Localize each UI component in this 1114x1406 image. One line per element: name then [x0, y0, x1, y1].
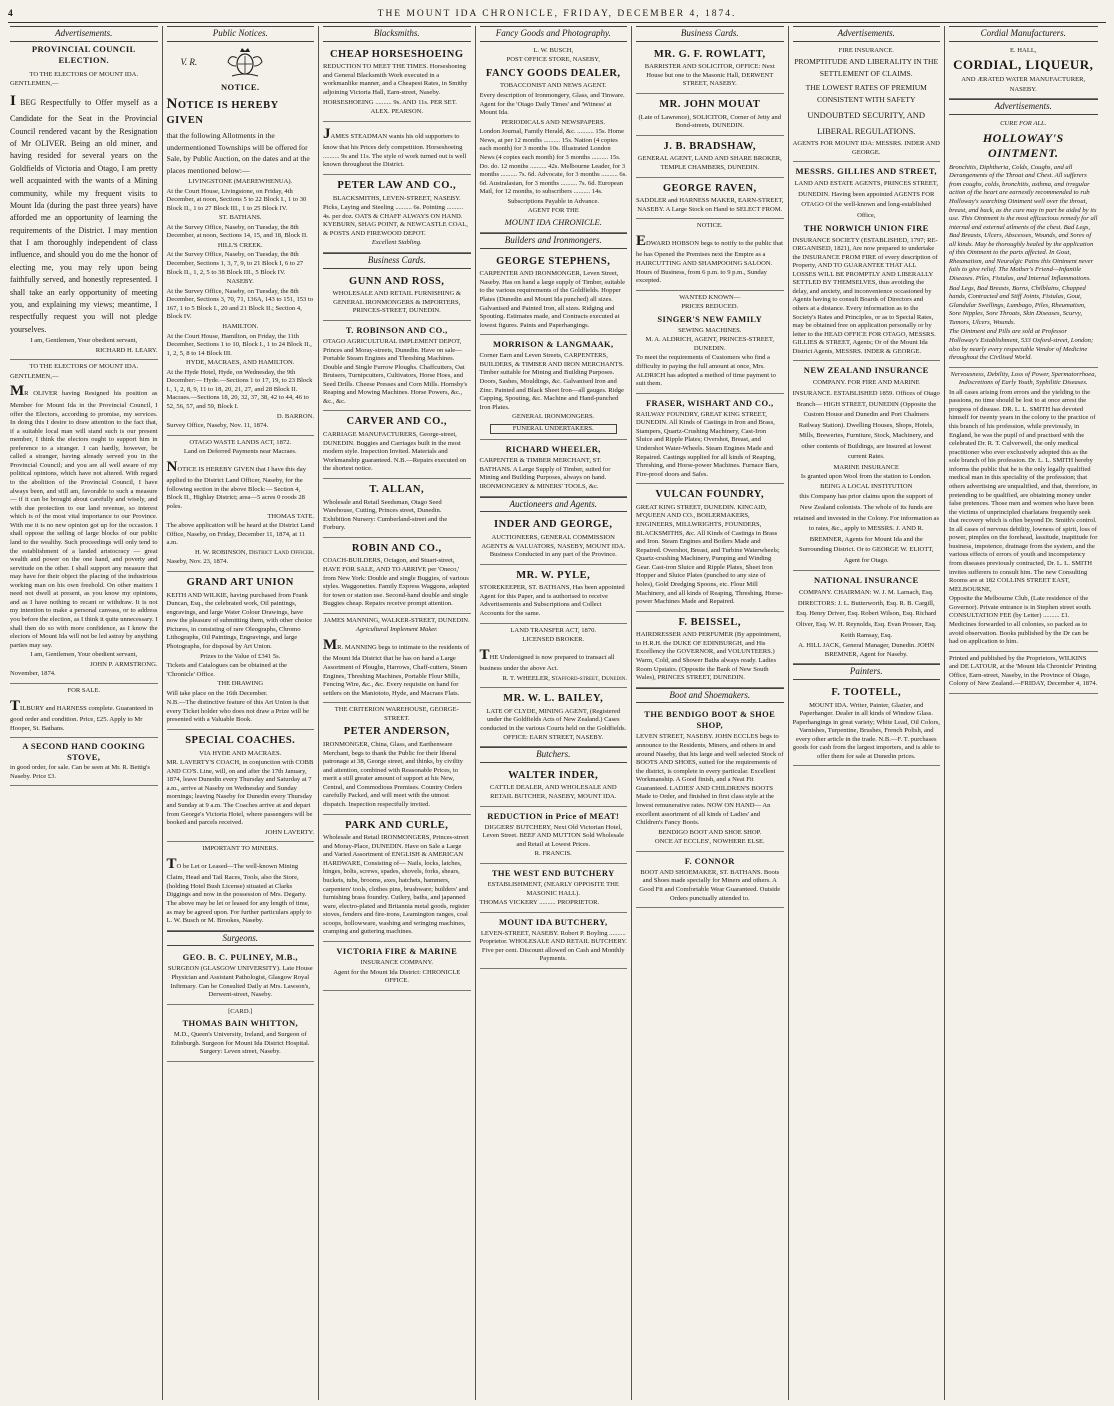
ad-heading: SPECIAL COACHES.: [185, 735, 296, 747]
section-heading: Blacksmiths.: [323, 26, 471, 42]
section-heading: Fancy Goods and Photography.: [480, 26, 628, 42]
place-text: At the Court House, Livingstone, on Friday, 4th December, at noon, Sections 5 to 22 Block I., 1 to 30 Block II., 1 to 27 Block III., 1 to 25 Block IV.: [166, 187, 307, 212]
ad-list: Bad Legs, Bad Breasts, Burns, Chilblains, Chapped hands, Contracted and Stiff Joints, Fistulas, Gout, Glandular Swellings, Lumbago, Piles, Rheumatism, Sore Nipples, Sore Throats, Skin Diseases, Scurvy, Tumors, Ulcers, Wounds.: [949, 284, 1086, 326]
national-insurance-ad: [793, 571, 941, 664]
walter-inder-ad: [480, 765, 628, 807]
raven-ad: [636, 178, 784, 220]
masthead: [8, 6, 1106, 23]
ad-body: LATE OF CLYDE, MINING AGENT, (Registered under the Goldfields Acts of New Zealand.) Cases conducted in the various Courts held on the Goldfields. OFFICE: EARN STREET, NASEBY.: [480, 707, 627, 741]
notice-title: NOTICE.: [221, 81, 260, 92]
place-name: LIVINGSTONE (MAEREWHENUA).: [188, 177, 293, 185]
ad-heading: REDUCTION in Price of MEAT!: [487, 810, 620, 821]
ad-heading: THE CRITERION WAREHOUSE, GEORGE-STREET.: [334, 706, 459, 722]
place-name: ST. BATHANS.: [218, 214, 262, 222]
ad-signature: R. T. WHEELER, Stafford-street, Dunedin.: [502, 674, 627, 682]
bradshaw-ad: [636, 136, 784, 178]
vulcan-foundry-ad: [636, 484, 784, 611]
notice-signature: D. BARRON.: [276, 412, 314, 420]
ad-heading: VICTORIA FIRE & MARINE: [336, 945, 458, 956]
ad-heading: MR. G. F. ROWLATT,: [653, 48, 766, 60]
ad-officer: H. W. ROBINSON, District Land Officer.: [194, 548, 314, 556]
ad-body: UNDOUBTED SECURITY, AND LIBERAL REGULATIONS.: [807, 109, 926, 136]
greeting: GENTLEMEN,—: [10, 80, 59, 88]
section-heading: Painters.: [793, 664, 941, 680]
section-heading: Advertisements.: [793, 26, 941, 42]
agent-heading: AGENT FOR THE: [527, 207, 579, 215]
ad-heading: IMPORTANT TO MINERS.: [202, 845, 279, 853]
address-body: MR OLIVER having Resigned his position as Member for Mount Ida in the Provincial Council, I offer the Electors, according to promise, my services. In doing this I desire to draw attention to the fact that, if a suitable local man will stand such is our present member, I think the electors ought to support him in preference to a stranger. I can hardly, however, be called a stranger, having already served you in the Provincial Council; and you are all well aware of my political opinions, which have not altered. With regard to the abolition of the Provincial Council, I have always been, and still am, favorable to such a measure — if it can be brought about carefully and wisely, and with due protection to our land revenue, so interest which is of the most vital importance to our Province. With me it is no new opinion got up for the occasion. I shall oppose the selling of large blocks of our public land to the wealthy. Such proceedings will only tend to the establishment of a landed aristocracy — great wealth and power on the one hand, and poverty and servitude on the other. I shall support any measure that may have for their object the placing of the industrious working man on his own freehold. On other matters I need not dwell at present, as you know my opinions, and as I have nothing to recant or withdraw. It is not my intention to make a personal canvass, or to address you before the election, as I think it quite unnecessary. I shall then do so with more confidence, as I know the electors of Mount Ida will not be led astray by anything parties may say.: [10, 383, 158, 649]
carver-ad: [323, 411, 471, 478]
ad-signature: THOMAS VICKERY .......... PROPRIETOR.: [479, 899, 600, 907]
place-name: HILL'S CREEK.: [217, 241, 263, 249]
ad-heading: THE WEST END BUTCHERY: [491, 867, 615, 878]
place-text: At the Survey Office, Naseby, on Tuesday, the 8th December, Sections 1, 3, 7, 9, to 21 Block I, 6 to 27 Block II., 1, 2, 5 to 38 Block III., 5 Block IV.: [166, 251, 304, 276]
connor-ad: [636, 852, 784, 908]
ad-body: SADDLER and HARNESS MAKER, EARN-STREET, NASEBY. A Large Stock on Hand to SELECT FROM.: [636, 197, 784, 213]
marine-heading: MARINE INSURANCE: [833, 463, 899, 471]
land-sale-notice: [167, 44, 315, 436]
ad-body: Every description of Ironmongery, Glass, and Tinware. Agent for the 'Otago Daily Times' and 'Witness' at Mount Ida.: [479, 92, 625, 117]
greeting: GENTLEMEN,—: [10, 372, 59, 380]
ad-heading: THE BENDIGO BOOT & SHOE SHOP,: [644, 709, 776, 731]
robinson-ad: [323, 321, 471, 412]
ad-body: HAIRDRESSER AND PERFUMER (By appointment, to H.R.H. the DUKE OF EDINBURGH, and His Excellency the GOVERNOR, and VOLUNTEERS.) Warm, Cold, and Shower Baths always ready. Ladies Room Upstairs. (Opposite the Bank of New South Wales), PRINCES STREET, DUNEDIN.: [636, 631, 781, 682]
ad-heading: LAND TRANSFER ACT, 1870.: [510, 626, 597, 634]
ad-heading: SINGER'S NEW FAMILY: [657, 313, 763, 324]
section-heading: Business Cards.: [636, 26, 784, 42]
ad-tagline: Excellent Stabling.: [371, 239, 422, 247]
place-item: [167, 278, 315, 322]
ad-body: in good order, for sale. Can be seen at Mr. R. Bettig's Naseby. Price £3.: [10, 764, 150, 780]
ad-subheading: VIA HYDE AND MACRAES.: [199, 749, 282, 757]
periodicals-heading: PERIODICALS AND NEWSPAPERS.: [501, 118, 606, 126]
ad-tickets: Tickets and Catalogues can be obtained at the 'Chronicle' Office.: [166, 662, 287, 678]
ad-heading: FRASER, WISHART AND CO.,: [645, 397, 774, 408]
ad-body: MR. LAVERTY'S COACH, in conjunction with COBB AND CO'S. Line, will, on and after the 17th January, 1874, leave Dunedin every Thursday and Saturday at 7 a.m., arrive at Naseby on Wednesday and Sunday mornings; leaving Naseby for Dunedin every Thursday and Sunday at 9 a.m. The Coaches arrive at and depart from George's Victoria Hotel, where passengers will be booked and parcels received.: [166, 759, 314, 827]
ad-agent: M. A. ALDRICH, AGENT, PRINCES-STREET, DUNEDIN.: [645, 336, 775, 352]
nz-insurance-ad: [793, 361, 941, 571]
ad-drawing: THE DRAWING: [217, 680, 264, 688]
holloway-ad: [949, 117, 1098, 368]
ad-body: COACH-BUILDERS, Octagon, and Stuart-street, HAVE FOR SALE, AND TO ARRIVE per 'Oneco,' from New York: Double and single Buggies, of various styles. Waggonettes. Family Express Waggons, adapted for town or station use. Second-hand double and single Buggies cheap. Repairs receive prompt attention.: [323, 557, 470, 608]
horseshoeing-ad: [323, 44, 471, 122]
busch-ad: [480, 44, 628, 233]
ad-heading: NEW ZEALAND INSURANCE: [803, 365, 929, 376]
column-6: [789, 26, 946, 1400]
agent-paper: MOUNT IDA CHRONICLE.: [504, 216, 602, 227]
ad-drawing-text: Will take place on the 16th December.: [166, 689, 268, 697]
steadman-ad: [323, 122, 471, 175]
ad-body: CATTLE DEALER, AND WHOLESALE AND RETAIL BUTCHER, NASEBY, MOUNT IDA.: [489, 784, 617, 801]
pulney-ad: [167, 948, 315, 1004]
notice-given: NOTICE IS HEREBY GIVEN: [166, 95, 279, 127]
ad-heading: FOR SALE.: [67, 686, 101, 694]
ad-heading: GRAND ART UNION: [186, 576, 294, 588]
ad-body: CARPENTER AND IRONMONGER, Leven Street, Naseby. Has on hand a large supply of Timber, suitable to the various requirements of the Goldfields. Hopper Plates (Dunedin and Mount Ida punched) all sizes. Galvanised and Painted Iron, all sizes. Ridging and Spouting. Estimates made, and Contracts executed at lowest figures. Paints and Paperhangings.: [479, 270, 626, 329]
ad-heading: PETER LAW AND CO.,: [337, 179, 457, 191]
section-heading: Cordial Manufacturers.: [949, 26, 1098, 42]
ad-body: JAMES STEADMAN wants his old supporters to know that his Prices defy competition. Horseshoeing .......... 9s and 11s. The style of work turned out is well known throughout the District.: [323, 125, 467, 169]
ad-subheading: Land on Deferred Payments near Macraes.: [183, 448, 297, 456]
ad-body: BARRISTER AND SOLICITOR, OFFICE: Next House but one to the Masonic Hall, DERWENT STREET, NASEBY.: [644, 63, 775, 88]
address-to: TO THE ELECTORS OF MOUNT IDA.: [29, 363, 139, 371]
local-heading: BEING A LOCAL INSTITUTION: [820, 482, 913, 490]
ad-body: STOREKEEPER, ST. BATHANS, Has been appointed Agent for this Paper, and is authorised to receive Advertisements and Subscriptions and Collect Accounts for the same.: [479, 584, 625, 617]
place-item: [167, 242, 315, 277]
ad-heading: FIRE INSURANCE.: [838, 46, 894, 54]
place-name: HYDE, MACRAES, AND HAMILTON.: [186, 359, 295, 367]
ad-body: CARRIAGE MANUFACTURERS, George-street, DUNEDIN. Buggies and Carriages built in the most modern style. Inspection Invited. Materials and Workmanship guaranteed. N.B.—Repairs executed on the shortest notice.: [323, 431, 467, 473]
ad-heading: MORRISON & LANGMAAK,: [492, 339, 614, 350]
ad-body: AUCTIONEERS, GENERAL COMMISSION AGENTS & VALUATORS, NASEBY, MOUNT IDA. Business Conducted in any part of the Province.: [481, 533, 626, 559]
ad-heading: FANCY GOODS DEALER,: [485, 67, 621, 79]
ad-heading: E. HALL,: [1009, 46, 1037, 54]
ad-body: DIGGERS' BUTCHERY, Next Old Victorian Hotel, Leven Street. BEEF AND MUTTON Sold Wholesale and Retail at Lowest Prices.: [482, 823, 624, 848]
ad-heading: NOTICE.: [696, 222, 723, 230]
address-signature: RICHARD H. LEARY.: [95, 346, 158, 354]
waste-lands-notice: [167, 436, 315, 572]
section-heading: Surgeons.: [167, 931, 315, 947]
ad-body: NOTICE IS HEREBY GIVEN that I have this day applied to the District Land Officer, Naseby, for the following section in the above Block:— Section 4, Block II., Highlay District; area—5 acres 0 roods 28 poles.: [166, 458, 307, 510]
periodicals-list: London Journal, Family Herald, &c. .......... 15s. Home News, at per 12 months .......... 15s. Nation (4 copies each month) for 3 months 10s. Illustrated London News (4 copies each month) for 3 months .......... 15s. Do. do. 12 months .......... 42s. Melbourne Leader, for 3 months .......... 7s. 6d. Advocate, for 3 months .......... 6s. 6d. Australasian, for 3 months .......... 7s. 6d. European Mail, for 12 months, to subscribers .......... 14s.: [479, 128, 627, 196]
imprint: [949, 652, 1098, 694]
ad-heading: F. TOOTELL,: [831, 686, 902, 698]
ad-body: GENERAL AGENT, LAND AND SHARE BROKER, TEMPLE CHAMBERS, DUNEDIN.: [637, 155, 782, 171]
column-7: [945, 26, 1102, 1400]
ad-body: SURGEON (GLASGOW UNIVERSITY). Late House Physician and Assistant Pathologist, Glasgow Royal Infirmary. Can be Consulted Daily at Mrs. Lawson's, Derwent-street, Naseby.: [167, 965, 313, 999]
ad-body: INSURANCE SOCIETY (ESTABLISHED, 1797; RE-ORGANISED, 1821), Are now prepared to undertake the INSURANCE FROM FIRE of every description of Property, AND TO GUARANTEE THAT ALL LOSSES WILL BE PROMPTLY AND LIBERALLY SETTLED BY THEMSELVES, thus avoiding the delay, and anxiety, and inconvenience occasioned by Agents having to consult Boards of Directors and others at a distance. Every information as to the Society's Rates and Principles, or as to Special Rates, may be obtained free on application personally or by letter to the HEAD OFFICE FOR OTAGO, MESSRS. GILLIES & STREET, Agents; Or of the Mount Ida District Agents, MESSRS. INDER & GEORGE.: [792, 236, 938, 355]
ad-body: BOOT AND SHOEMAKER, ST. BATHANS. Boots and Shoes made specially for Miners and others. A Good Fit and Comfortable Wear Guaranteed. Outside Orders punctually attended to.: [639, 868, 781, 902]
cooking-stove-ad: [10, 738, 158, 786]
mount-ida-butchery-ad: [480, 913, 628, 969]
ad-subheading: INSURANCE COMPANY.: [360, 958, 434, 966]
ad-heading: ROBIN AND CO.,: [351, 542, 442, 554]
marine-body: Is granted upon Wool from the station to London.: [800, 473, 932, 481]
ad-body: KEITH AND WILKIE, having purchased from Frank Duncan, Esq., the celebrated work, Oil paintings, engravings, and large Water Colour Drawings, have now the pleasure of submitting them, with other choice Pictures, in consisting of rare Oleographs, Chromo Lithographs, Oil Paintings, Engravings, and large Photographs, for disposal by Art Union.: [166, 591, 313, 650]
ad-heading: THOMAS BAIN WHITTON,: [182, 1018, 299, 1029]
ad-heading: PETER ANDERSON,: [343, 726, 450, 738]
beissel-ad: [636, 612, 784, 688]
notice-body: that the following Allotments in the undermentioned Townships will be offered for Sale, by Public Auction, on the dates and at the places mentioned below:—: [166, 130, 310, 176]
ad-body: (Late of Lawrence), SOLICITOR, Corner of Jetty and Bond-streets, DUNEDIN.: [638, 113, 781, 130]
place-item: [167, 323, 315, 358]
section-heading: Butchers.: [480, 747, 628, 763]
ad-body: COMPANY. CHAIRMAN: W. J. M. Larnach, Esq. DIRECTORS: J. L. Butterworth, Esq. R. B. Cargill, Esq. Henry Driver, Esq. Robert Wilson, Esq. Richard Oliver, Esq. W. H. Reynolds, Esq. Evan Prosser, Esq. Keith Ramsay, Esq.: [796, 589, 937, 639]
address-close: I am, Gentlemen, Your obedient servant,: [30, 337, 138, 345]
ad-nb: N.B.—The distinctive feature of this Art Union is that every Ticket holder who does not draw a Prize will be presented with a Valuable Book.: [166, 699, 309, 724]
ad-heading: GUNN AND ROSS,: [349, 275, 445, 287]
ad-kicker: WANTED KNOWN—: [679, 293, 741, 301]
ad-body: Wholesale and Retail Seedsman, Otago Seed Warehouse, Cutting, Princes street, Dunedin. Exhibition Nursery: Cumberland-street and the Forbury.: [323, 498, 448, 532]
ad-subheading: LICENSED BROKER.: [522, 636, 585, 644]
bendigo-boot-ad: [636, 705, 784, 851]
address-to: TO THE ELECTORS OF MOUNT IDA.: [29, 70, 139, 78]
section-heading: Advertisements.: [10, 26, 158, 42]
ad-heading: A SECOND HAND COOKING STOVE,: [22, 741, 146, 763]
hobson-ad: [636, 219, 784, 290]
ad-heading: MOUNT IDA BUTCHERY,: [498, 916, 608, 927]
ad-body: MOUNT IDA. Writer, Painter, Glazier, and Paperhanger. Dealer in all kinds of Window Glass. Paperhangings in great variety; White Lead, Oil Colors, Varnishes, Turpentine, Brushes, French Polish, and every other article in the trade. N.B.—F. T. purchases goods for cash from the largest importers, and is able to offer them for sale at Dunedin prices.: [792, 701, 940, 760]
inder-george-ad: [480, 514, 628, 564]
ad-subheading: TOBACCONIST AND NEWS AGENT.: [499, 82, 607, 90]
ad-heading: GEO. B. C. PULINEY, M.B.,: [182, 952, 298, 963]
fire-insurance-ad: [793, 44, 941, 163]
ad-intro: Nervousness, Debility, Loss of Power, Spermatorrhoea, Indiscretions of Early Youth, Syphilitic Diseases.: [950, 370, 1097, 387]
ad-heading: CHEAP HORSESHOEING: [329, 48, 464, 60]
victoria-insurance-ad: [323, 942, 471, 991]
ad-heading: PARK AND CURLE,: [345, 819, 449, 831]
ad-body: Picks, Laying and Steeling .......... 6s. Pointing .......... 4s. per doz. OATS & CHAFF ALWAYS ON HAND. KYEBURN, SHAG POINT, & NEWCASTLE COAL, & POSTS AND FIREWOOD DEPOT.: [323, 204, 468, 237]
ad-body: Wholesale and Retail IRONMONGERS, Princes-street and Moray-Place, DUNEDIN. Have on Sale a Large and Varied Assortment of ENGLISH & AMERICAN HARDWARE, Consisting of— Nails, locks, latches, hinges, bolts, screws, spades, shovels, forks, shears, buckets, tubs, brooms, axes, hatchets, hammers, carpenters' tools, clothes pins, brushware; builders' and furnishing brass foundry. Cutlery, baths, and japanned ware, electro-plated and Britannia metal goods, register stoves, fenders and fire-irons, Leamington ranges, coal scoops, hollowware, washing and wringing machines, cramping and guttering machines.: [323, 834, 470, 936]
section-heading: Business Cards.: [323, 253, 471, 269]
park-curle-ad: [323, 815, 471, 942]
ad-heading: OTAGO WASTE LANDS ACT, 1872.: [189, 438, 292, 446]
art-union-ad: [167, 572, 315, 730]
ad-body: TO be Let or Leased—The well-known Mining Claim, Head and Tail Races, Tools, also the Store, (holding Hotel Bush License) situated at Clarks Diggings and now in the possession of Mrs. Degarty. The above may be let or leased for any length of time, as may be agreed upon. For further particulars apply to L. W. Busch or M. Brookes, Naseby.: [166, 855, 312, 925]
ad-subheading: BLACKSMITHS, LEVEN-STREET, NASEBY.: [332, 194, 461, 202]
vr-mark: V. R.: [180, 56, 198, 67]
column-2: [163, 26, 320, 1400]
singer-ad: [636, 291, 784, 394]
ad-heading: F. CONNOR: [684, 855, 735, 866]
ad-body: CARPENTER & TIMBER MERCHANT, ST. BATHANS. A Large Supply of Timber, suited for Mining and Building Purposes, always on hand. IRONMONGERY & MINERS' TOOLS, &c.: [479, 457, 611, 491]
ad-body: Bronchitis, Diphtheria, Colds, Coughs, and all Derangements of the Throat and Chest. All sufferers from coughs, colds, bronchitis, asthma, and irregular action of the heart are earnestly recommended to rub Holloway's searching Ointment well over the throat, breast, and back, as the cure may in part be aided by its use. This Ointment is the most efficacious remedy for all internal and external ailments of the chest. Bad Legs, Bad Breasts, Ulcers, Abscesses, Wounds, and Sores of all kinds. May be thoroughly healed by the application of this Ointment to the parts affected. In Gout, Rheumatism, and Neuralgic Pains this Ointment never fails to give relief. The Mother's Friend—Infantile Diseases. Piles, Fistulas, and Internal Inflammations.: [949, 163, 1098, 283]
peter-law-ad: [323, 175, 471, 253]
ad-body: LAND AND ESTATE AGENTS, PRINCES STREET, DUNEDIN. Having been appointed AGENTS FOR OTAGO Of the well-known and long-established Office,: [794, 180, 938, 219]
ad-body: COMPANY. FOR FIRE AND MARINE INSURANCE. ESTABLISHED 1859. Offices of Otago Branch— HIGH STREET, DUNEDIN (Opposite the Custom House and Dunedin and Port Chalmers Railway Station). Dwelling Houses, Shops, Hotels, Mills, Breweries, Furniture, Stock, Machinery, and other contents of Buildings, are Insured at lowest current Rates.: [792, 379, 940, 461]
notice-date: Survey Office, Naseby, Nov. 11, 1874.: [166, 422, 269, 430]
place-item: [167, 178, 315, 213]
card-label: [CARD.]: [228, 1007, 253, 1015]
special-coaches-ad: [167, 730, 315, 842]
ad-body: LEVEN STREET, NASEBY. JOHN ECCLES begs to announce to the Residents, Miners, and others in and around Naseby, that his large and well selected Stock of BOOTS AND SHOES, suited for the requirements of the district, is complete in every particular. Excellent Workmanship. A Good finish, and a Neat Fit Guaranteed. LADIES' AND CHILDREN'S BOOTS Made to Order, and finished in first class style at the lowest remunerative rates. NOW ON HAND— An excellent assortment of all kinds of Ladies' and Children's Fancy Boots.: [636, 733, 784, 827]
ad-tagline: Agricultural Implement Maker.: [355, 626, 438, 634]
local-body: this Company has prior claims upon the support of New Zealand colonists. The whole of its funds are retained and invested in the Colony. For information as to rates, &c., apply to MESSRS. J. AND R. BREMNER, Agents for Mount Ida and the Surrounding District. Or to GEORGE W. ELIOTT, Agent for Otago.: [793, 493, 940, 564]
ad-body: GREAT KING STREET, DUNEDIN. KINCAID, M'QUEEN AND CO., BOILERMAKERS, ENGINEERS, MILLWRIGHTS, FOUNDERS, BLACKSMITHS, &c. All Kinds of Castings in Brass and Iron. Steam Engines and Boilers Made and Repaired. Overshot, Breast, and Turbine Waterwheels; Quartz-crushing Machinery, Pumping and Winding Gear. Cast-iron Sluice and Ripple Plates, Sheet Iron Hopper and Sluice Plates (punched to any size of holes), Gold Dredging Spoons, etc. Flour Mill Machinery, and all kinds of Reaping, Threshing, Horse-power Machines Made and Repaired.: [636, 503, 784, 606]
ad-body: M.D., Queen's University, Ireland, and Surgeon of Edinburgh. Surgeon for Mount Ida District Hospital. Surgery: Leven street, Naseby.: [170, 1031, 310, 1056]
ad-body: EDWARD HOBSON begs to notify to the public that he has Opened the Premises next the Empire as a HAIRCUTTING AND SHAMPOOING SALOON. Hours of Business, from 6 p.m. to 9 p.m., Sunday excepted.: [636, 232, 784, 285]
gunn-ross-ad: [323, 271, 471, 321]
address-date: November, 1874.: [10, 670, 56, 678]
ad-body: Agent for the Mount Ida District: CHRONICLE OFFICE.: [333, 968, 461, 985]
section-heading: Public Notices.: [167, 26, 315, 42]
pyle-ad: [480, 565, 628, 624]
ad-subheading: SEWING MACHINES.: [678, 326, 742, 334]
address-body: I BEG Respectfully to Offer myself as a Candidate for the Seat in the Provincial Council rendered vacant by the Resignation of Mr OLIVER. Being an old miner, and having resided for several years on the Goldfields of Victoria and Otago, I am pretty well acquainted with the wants of a Mining community, while my frequent visits to Mount Ida (during the past three years) have afforded me an opportunity of learning the requirements of the District. I may mention that I am thoroughly independent of class influence, and should you do me the honor of electing me, you may rely upon being faithfully served, and honestly represented. I shall take an early opportunity of meeting you, and explaining my views; meantime, I respectfully request you will not pledge yourselves.: [10, 92, 158, 334]
dr-smith-ad: [949, 368, 1098, 652]
ad-heading: HOLLOWAY'S OINTMENT.: [982, 130, 1064, 161]
ad-heading: THE NORWICH UNION FIRE: [803, 223, 929, 234]
ad-heading: T. ALLAN,: [369, 483, 425, 495]
masthead-title: THE MOUNT IDA CHRONICLE, FRIDAY, DECEMBER 4, 1874.: [377, 9, 737, 19]
ad-body: REDUCTION TO MEET THE TIMES. Horseshoeing and General Blacksmith Work executed in a workmanlike manner, and a Cheapest Rates, in Smithy adjoining Victoria Hall, Earn-street, Naseby.: [323, 63, 468, 97]
section-heading: Advertisements.: [949, 99, 1098, 115]
ad-kicker: CURE FOR ALL.: [1000, 119, 1047, 127]
ad-tagline: GENERAL IRONMONGERS.: [512, 413, 595, 421]
ad-price: HORSESHOEING .......... 9s. AND 11s. PER SET.: [323, 98, 457, 106]
ad-note: The above application will be heard at the District Land Office, Naseby, on Friday, December 11, 1874, at 11 a.m.: [166, 522, 314, 547]
ad-body: TILBURY and HARNESS complete. Guaranteed in good order and condition. Price, £25. Apply to Mr Hooper, St. Bathans.: [10, 697, 154, 732]
ad-subheading: POST OFFICE STORE, NASEBY,: [506, 56, 600, 64]
ad-signature: JAMES MANNING, WALKER-STREET, DUNEDIN.: [323, 616, 470, 624]
ad-heading: NATIONAL INSURANCE: [813, 575, 919, 586]
harness-ad: [10, 684, 158, 738]
stephens-ad: [480, 251, 628, 336]
allan-ad: [323, 479, 471, 538]
ad-town: NASEBY.: [1009, 85, 1037, 93]
ad-signature: ALEX. PEARSON.: [370, 108, 424, 116]
election-heading: PROVINCIAL COUNCIL ELECTION.: [31, 43, 136, 65]
ad-footer: The Ointment and Pills are sold at Professor Holloway's Establishment, 533 Oxford-street, London; also by nearly every respectable Vendor of Medicine throughout the Civilised World.: [949, 328, 1094, 362]
tootell-ad: [793, 682, 941, 767]
address-close: I am, Gentlemen, Your obedient servant,: [30, 651, 138, 659]
ad-body: In all cases arising from errors and the yielding to the passions, no time should be lost to at once arrest the progress of disease. DR. L. L. SMITH has devoted himself for twenty years in the colony to the practice of this branch of his profession, while previously, in England, he was the pupil of and practised with the celebrated Dr. R. T. Culverwell, the only medical practitioner who ever exclusively adopted this as the sole branch of his profession. Dr. L. L. SMITH hereby informs the public that he is the only legally qualified medical man in this speciality of the profession; that others advertising are unqualified, and that, therefore, in pretending to be qualified, are obtaining money under false pretences. Those men and women who have been the victims of unprincipled charlatans frequently seek that recovery which is often beyond Dr. Smith's control. In all cases of nervous debility, lowness of spirit, loss of power, pimples on the forehead, lassitude, inaptitude for business, impotence, drainage from the system, and the various effects of errors of youth and incompetency from diseases previously contracted, Dr. L. L. SMITH invites sufferers to consult him. The new Consulting Rooms are at 182 COLLINS STREET EAST, MELBOURNE,: [949, 388, 1098, 593]
column-4: [476, 26, 633, 1400]
column-3: [319, 26, 476, 1400]
section-heading: Auctioneers and Agents.: [480, 497, 628, 513]
ad-heading: VULCAN FOUNDRY,: [655, 489, 765, 501]
periodicals-note: Subscriptions Payable in Advance.: [507, 197, 600, 205]
criterion-ad: [323, 703, 471, 814]
ad-body: IRONMONGER, China, Glass, and Earthenware Merchant, begs to thank the Public for their liberal patronage at 38, George street, and thinks, by civility and attention, combined with Reasonable Prices, to merit a still greater amount of support at his New, Central, and Commodious Premises. Country Orders carefully Packed, and will meet with the utmost dispatch. Inspection respectfully invited.: [323, 741, 463, 808]
ad-body: WHOLESALE AND RETAIL FURNISHING & GENERAL IRONMONGERS & IMPORTERS, PRINCES-STREET, DUNEDIN.: [332, 290, 462, 315]
ad-date: Naseby, Nov. 23, 1874.: [166, 558, 229, 566]
funeral-banner: FUNERAL UNDERTAKERS.: [490, 424, 618, 435]
ad-body: To meet the requirements of Customers who find a difficulty in paying the full amount at once, Mrs. ALDRICH has adopted a method of time payment to suit them.: [636, 354, 776, 388]
ad-heading: MR. W. PYLE,: [516, 569, 591, 581]
ad-subheading: AND ÆRATED WATER MANUFACTURER,: [961, 76, 1086, 84]
ad-body: MR. MANNING begs to intimate to the residents of the Mount Ida District that he has on hand a Large Assortment of Ploughs, Harrows, Chaff-cutters, Steam Engines, Threshing Machines, Portable Flour Mills, Fencing Wire, &c., &c. Every requisite on hand for settlers on the Maniototo, Hyde, and Macraes Flats.: [323, 636, 470, 697]
ad-heading: WALTER INDER,: [508, 769, 599, 781]
armstrong-address: [10, 360, 158, 684]
hall-cordial-ad: [949, 44, 1098, 100]
ad-heading: MR. W. L. BAILEY,: [503, 693, 604, 705]
place-name: HAMILTON.: [222, 322, 259, 330]
ad-signature: R. FRANCIS.: [534, 850, 572, 858]
ad-body: ESTABLISHMENT, (NEARLY OPPOSITE THE MASONIC HALL).: [487, 880, 619, 897]
ad-heading: GEORGE RAVEN,: [662, 182, 757, 194]
page-number: 4: [8, 9, 15, 19]
ad-body: THE LOWEST RATES OF PREMIUM CONSISTENT WITH SAFETY: [805, 82, 927, 104]
ad-heading: GEORGE STEPHENS,: [496, 255, 611, 267]
land-transfer-ad: [480, 624, 628, 689]
manning-ad: [323, 614, 471, 703]
ad-heading: J. B. BRADSHAW,: [663, 140, 757, 152]
ad-body: OTAGO AGRICULTURAL IMPLEMENT DEPOT, Princes and Moray-streets, Dunedin. Have on sale— Portable Steam Engines and Threshing Machines. Double and Single Furrow Ploughs. Chaffcutters, Oat Bruisers, Turnipcutters, Cultivators, Horse Hoes, and Seed Drills. Cheese Presses and Corn Mills. Hornsby's Reaping and Mowing Machines. Horse Powers, &c., &c., &c.: [323, 337, 468, 405]
ad-signature: THOMAS TATE.: [267, 512, 314, 520]
ad-heading: CARVER AND CO.,: [346, 416, 447, 428]
address-signature: JOHN P. ARMSTRONG.: [90, 660, 158, 668]
gillies-street-ad: [793, 162, 941, 361]
ad-heading: MESSRS. GILLIES AND STREET,: [795, 166, 937, 177]
place-text: At the Hyde Hotel, Hyde, on Wednesday, the 9th December:— Hyde.—Sections 1 to 17, 19, to 23 Block I., 1, 2, 8, 9, 11 to 18, 20, 21, 27, and 28 Block II. Macraes.—Sections 18, 20, 32, 37, 38, 42 to 44, 46 to 52, 56, 57, and 59, Block I.: [166, 368, 313, 410]
place-item: [167, 214, 315, 241]
ad-prizes: Prizes to the Value of £341 5s.: [200, 652, 281, 660]
ad-body: Corner Earn and Leven Streets, CARPENTERS, BUILDERS, & TIMBER AND IRON MERCHANTS. Timber suitable for Mining and Building Purposes. Doors, Sashes, Mouldings, &c. Galvanised Iron and Zinc. Painted and Black Sheet Iron—all gauges. Ridge Capping, Spouting, &c. Machine and Hand-punched Iron Plates.: [479, 352, 624, 411]
robin-ad: [323, 538, 471, 614]
section-heading: Boot and Shoemakers.: [636, 688, 784, 704]
ad-signature: A. HILL JACK, General Manager, Dunedin. JOHN BREMNER, Agent for Naseby.: [798, 642, 935, 658]
ad-heading: MR. JOHN MOUAT: [659, 99, 761, 111]
ad-signature: JOHN LAVERTY.: [265, 828, 314, 836]
mouat-ad: [636, 94, 784, 136]
whitton-ad: [167, 1005, 315, 1062]
place-text: At the Court House, Hamilton, on Friday, the 11th December, Sections 1 to 10, Block I., 1 to 24 Block II., 1, 2, 5, 8 to 14 Block III.: [166, 332, 312, 357]
bailey-ad: [480, 688, 628, 747]
ad-body: THE Undersigned is now prepared to transact all business under the above Act.: [479, 646, 615, 673]
rowlatt-ad: [636, 44, 784, 94]
ad-body: LEVEN-STREET, NASEBY. Robert P. Boyling .......... Proprietor. WHOLESALE AND RETAIL BUTCHERY. Five per cent. Discount allowed on Cash and Monthly Payments.: [479, 929, 627, 963]
ad-agents: AGENTS FOR MOUNT IDA: MESSRS. INDER AND GEORGE.: [792, 140, 940, 156]
ad-heading: T. ROBINSON AND CO.,: [345, 324, 448, 335]
morrison-ad: [480, 335, 628, 440]
leary-address: [10, 68, 158, 361]
ad-tail: Opposite the Melbourne Club, (Late residence of the Governor). Private entrance is in Stephen street south. CONSULTATION FEE (by Letter) .......... £1. Medicines forwarded to all colonies, so packed as to avoid observation. Books published by the Dr can be had on application to him.: [949, 595, 1092, 646]
place-text: At the Survey Office, Naseby, on Tuesday, the 8th December, Sections 3, 70, 71, 136A, 143 to 151, 153 to 167, 1 to 5 Block I., 20 and 21 Block II.; Section 4, Block IV.: [166, 287, 314, 321]
columns: [6, 26, 1108, 1400]
meat-reduction-ad: [480, 807, 628, 864]
ad-heading: INDER AND GEORGE,: [494, 519, 613, 531]
fraser-wishart-ad: [636, 394, 784, 485]
ad-tagline: BENDIGO BOOT AND SHOE SHOP.: [658, 828, 762, 836]
royal-crest-icon: [222, 46, 268, 80]
wheeler-ad: [480, 440, 628, 496]
ad-kicker: PRICES REDUCED.: [681, 303, 739, 311]
column-1: [6, 26, 163, 1400]
ad-heading: F. BEISSEL,: [678, 616, 742, 628]
ad-heading: RICHARD WHEELER,: [505, 444, 601, 455]
ad-heading: CORDIAL, LIQUEUR,: [953, 57, 1094, 73]
section-heading: Builders and Ironmongers.: [480, 233, 628, 249]
imprint-text: Printed and published by the Proprietors, WILKINS and DE LATOUR, at the 'Mount Ida Chronicle' Printing Office, Earn-street, Naseby, in the Province of Otago, Colony of New Zealand.—FRIDAY, December 4, 1874.: [949, 654, 1098, 688]
ad-signature: ONCE AT ECCLES', NOWHERE ELSE.: [654, 838, 765, 846]
place-text: At the Survey Office, Naseby, on Tuesday, the 8th December, at noon, Sections 14, 15, and 18, Block II.: [166, 223, 308, 240]
miners-ad: [167, 842, 315, 930]
column-5: [632, 26, 789, 1400]
west-end-butchery-ad: [480, 864, 628, 913]
place-item: [167, 359, 315, 411]
ad-body: PROMPTITUDE AND LIBERALITY IN THE SETTLEMENT OF CLAIMS.: [794, 57, 939, 79]
place-name: NASEBY.: [226, 278, 254, 286]
ad-body: RAILWAY FOUNDRY, GREAT KING STREET, DUNEDIN. All Kinds of Castings in Iron and Brass, Stampers, Quartz-Crushing Machinery, Cast-Iron Sluice and Ripple Plates; Overshot, Breast, and Undershot Water-Wheels. Steam Engines Made and Repaired. Castings supplied for all kinds of Reaping, Threshing, and Horse-power Machines. Furnace Bars, Fire-proof doors and Safes.: [636, 410, 779, 478]
ad-heading: L. W. BUSCH,: [533, 46, 574, 54]
